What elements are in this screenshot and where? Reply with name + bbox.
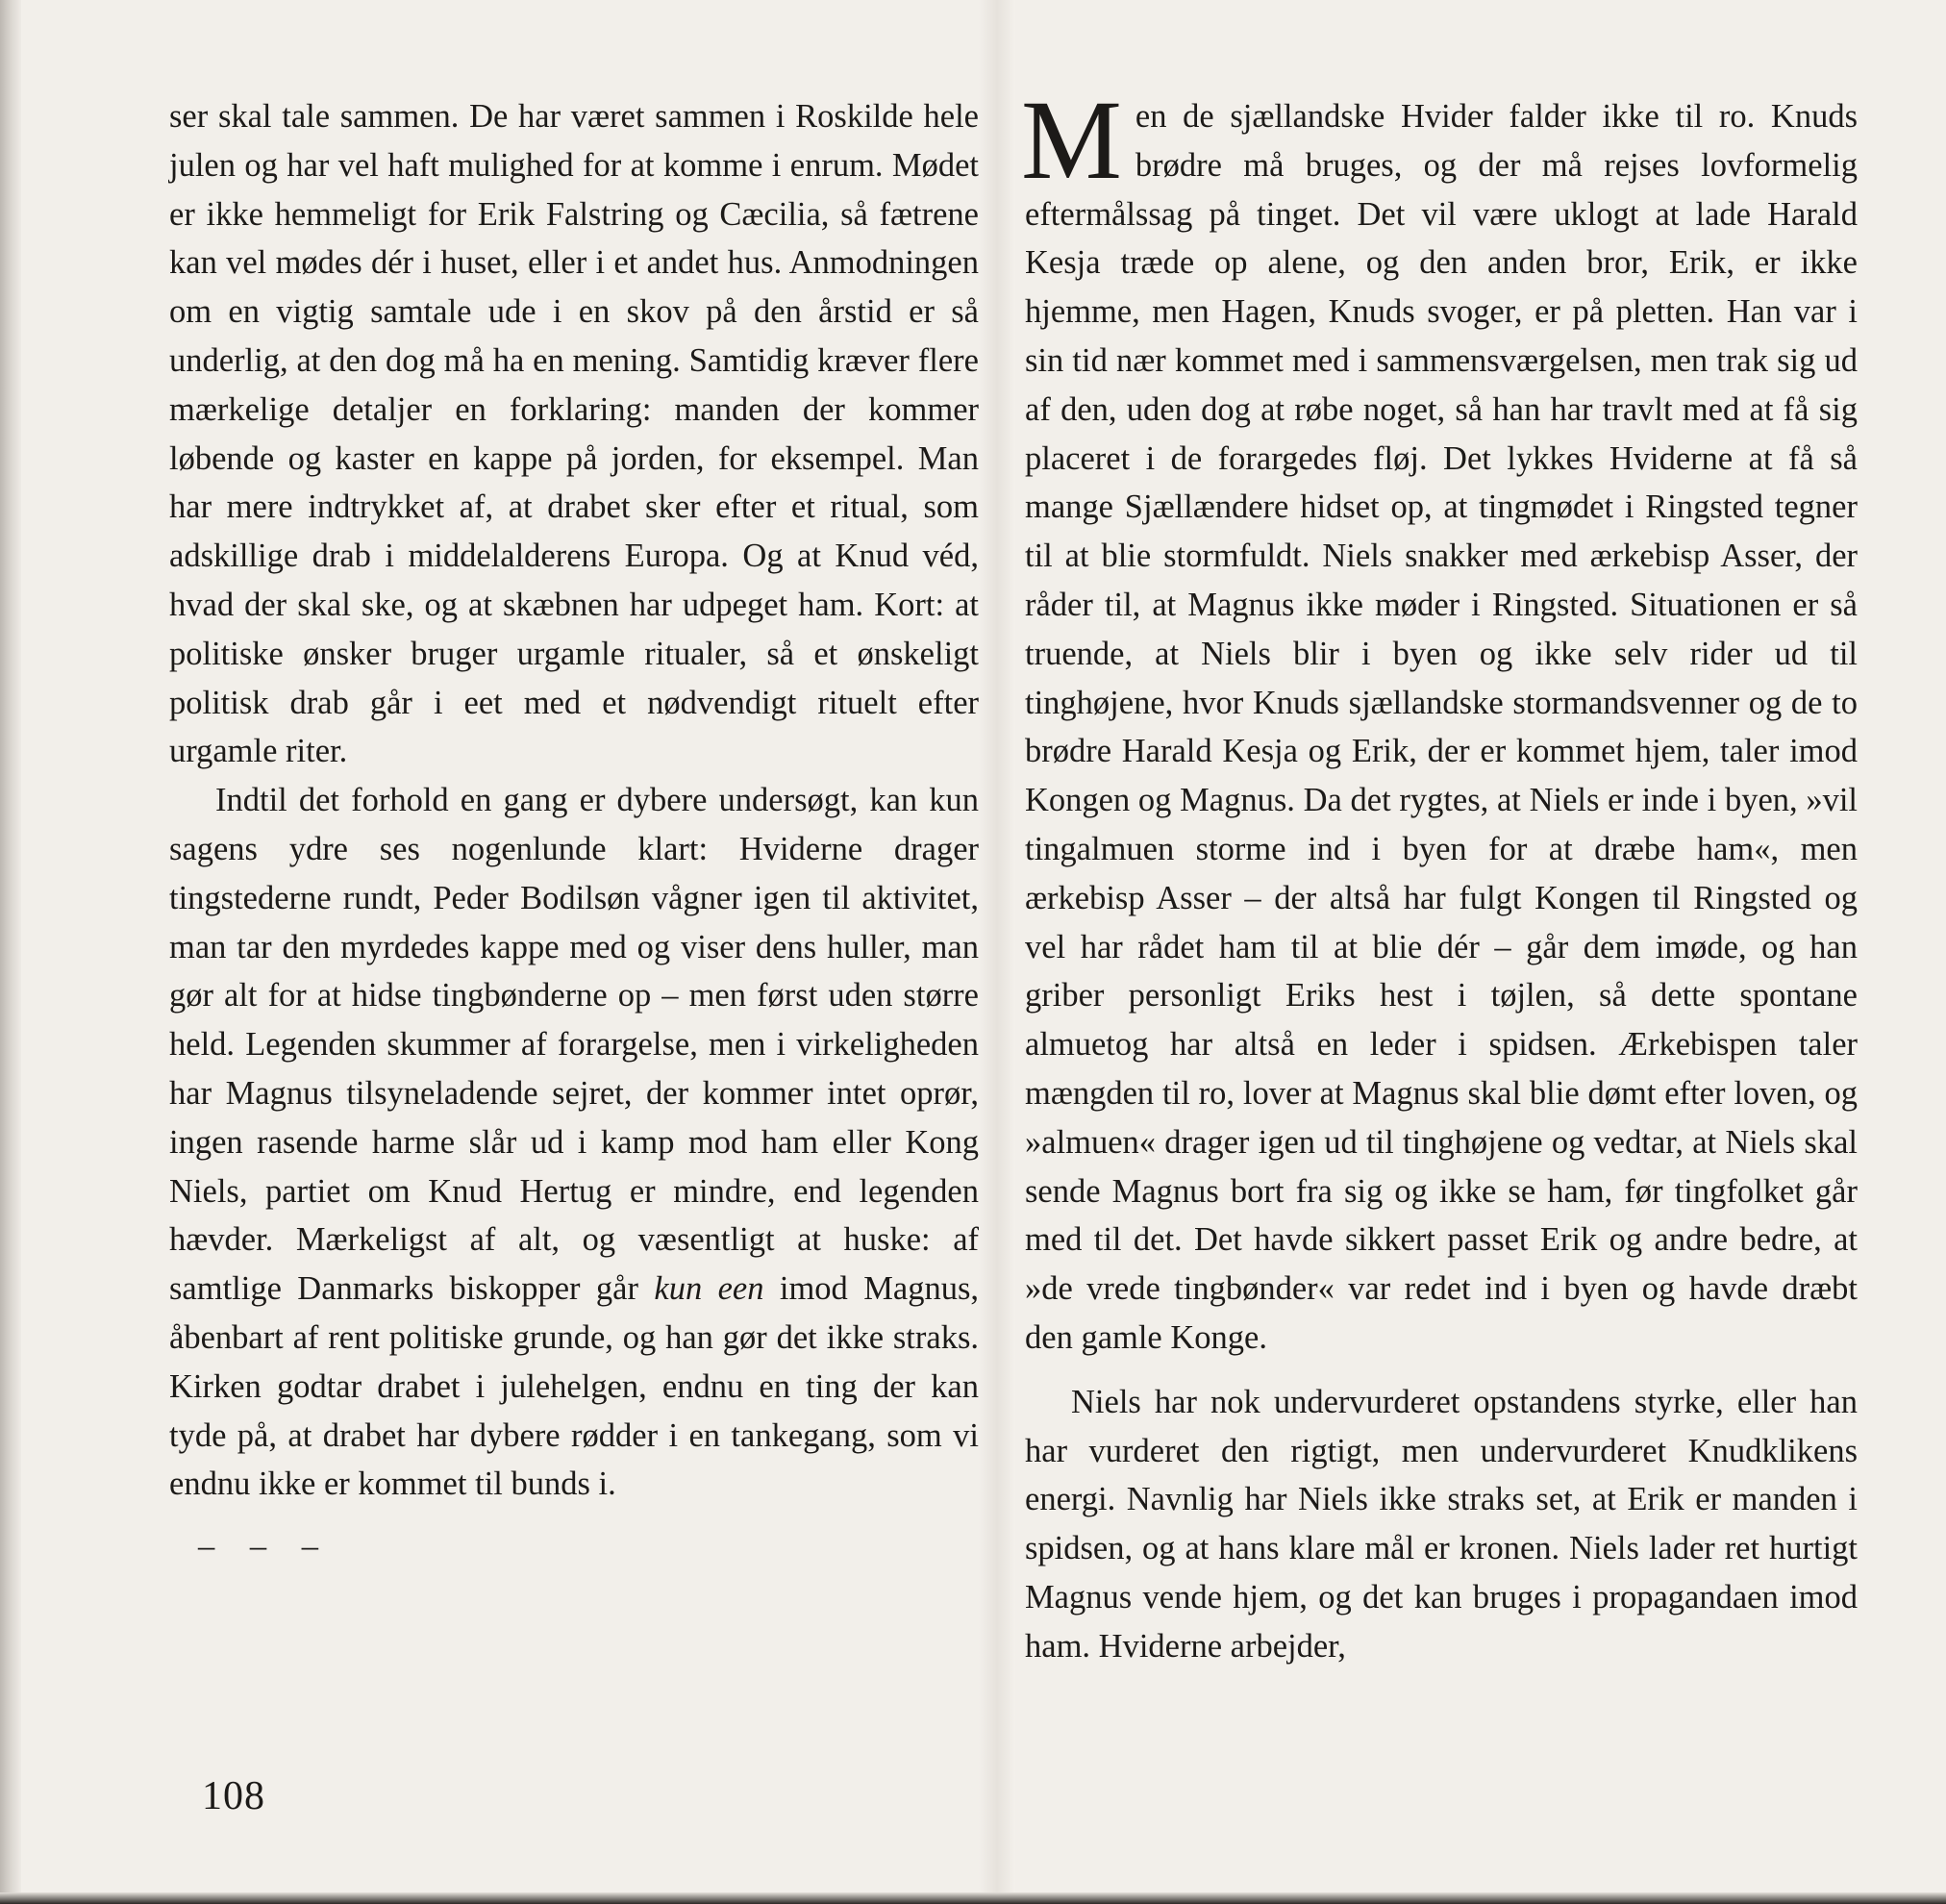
left-paragraph-2-text-a: Indtil det forhold en gang er dybere undersøgt, kan kun sagens ydre ses nogenlunde klart: Hviderne drager tingstederne rundt, Peder Bodilsøn vågner igen til aktivitet, man tar den myrdedes kappe med og viser dens huller, man gør alt for at hidse tingbønderne op – men først uden større held. Legenden skummer af forargelse, men i virkeligheden har Magnus tilsyneladende sejret, der kommer intet oprør, ingen rasende harme slår ud i kamp mod ham eller Kong Niels, partiet om Knud Hertug er mindre, end legenden hævder. Mærkeligst af alt, og væsentligt at huske: af samtlige Danmarks biskopper går: [169, 782, 979, 1308]
right-page-text: [1021, 77, 1858, 1671]
drop-cap: M: [1021, 77, 1122, 203]
emphasis-kun-een: kun een: [654, 1270, 764, 1308]
right-paragraph-2: Niels har nok undervurderet opstandens styrke, eller han har vurderet den rigtigt, men undervurderet Knudklikens energi. Navnlig har Niels ikke straks set, at Erik er manden i spidsen, og at hans klare mål er kronen. Niels lader ret hurtigt Magnus vende hjem, og det kan bruges i propagandaen imod ham. Hviderne arbejder,: [1025, 1383, 1858, 1665]
page-number: 108: [202, 1774, 265, 1818]
section-break: – – –: [198, 1528, 332, 1566]
left-paragraph-1: ser skal tale sammen. De har været sammen i Roskilde hele julen og har vel haft mulighed for at komme i enrum. Mødet er ikke hemmeligt for Erik Falstring og Cæcilia, så fætrene kan vel mødes dér i huset, eller i et andet hus. Anmodningen om en vigtig samtale ude i en skov på den årstid er så underlig, at den dog må ha en mening. Samtidig kræver flere mærkelige detaljer en forklaring: manden der kommer løbende og kaster en kappe på jorden, for eksempel. Man har mere indtrykket af, at drabet sker efter et ritual, som adskillige drab i middelalderens Europa. Og at Knud véd, hvad der skal ske, og at skæbnen har udpeget ham. Kort: at politiske ønsker bruger urgamle ritualer, så et ønskeligt politisk drab går i eet med et nødvendigt rituelt efter urgamle riter.: [169, 98, 979, 770]
book-gutter: [979, 0, 1015, 1904]
left-page-text: [169, 92, 979, 1571]
right-paragraph-1: [1021, 77, 1858, 1363]
left-paragraph-2: [169, 776, 979, 1509]
book-bottom-edge: [0, 1892, 1946, 1904]
book-left-edge: [0, 0, 21, 1904]
left-paragraph-2-text-b: imod Magnus, åbenbart af rent politiske grunde, og han gør det ikke straks. Kirken godtar drabet i julehelgen, endnu en ting der kan tyde på, at drabet har dybere rødder i en tankegang, som vi endnu ikke er kommet til bunds i.: [169, 1270, 979, 1503]
right-paragraph-1-text: en de sjællandske Hvider falder ikke til ro. Knuds brødre må bruges, og der må rejses lovformelig eftermålssag på tinget. Det vil være uklogt at lade Harald Kesja træde op alene, og den anden bror, Erik, er ikke hjemme, men Hagen, Knuds svoger, er på pletten. Han var i sin tid nær kommet med i sammensværgelsen, men trak sig ud af den, uden dog at røbe noget, så han har travlt med at få sig placeret i de forargedes fløj. Det lykkes Hviderne at få så mange Sjællændere hidset op, at tingmødet i Ringsted tegner til at blie stormfuldt. Niels snakker med ærkebisp Asser, der råder til, at Magnus ikke møder i Ringsted. Situationen er så truende, at Niels blir i byen og ikke selv rider ud til tinghøjene, hvor Knuds sjællandske stormandsvenner og de to brødre Harald Kesja og Erik, der er kommet hjem, taler imod Kongen og Magnus. Da det rygtes, at Niels er inde i byen, »vil tingalmuen storme ind i byen for at dræbe ham«, men ærkebisp Asser – der altså har fulgt Kongen til Ringsted og vel har rådet ham til at blie dér – går dem imøde, og han griber personligt Eriks hest i tøjlen, så dette spontane almuetog har altså en leder i spidsen. Ærkebispen taler mængden til ro, lover at Magnus skal blie dømt efter loven, og »almuen« drager igen ud til tinghøjene og vedtar, at Niels skal sende Magnus bort fra sig og ikke se ham, før tingfolket går med til det. Det havde sikkert passet Erik og andre bedre, at »de vrede tingbønder« var redet ind i byen og havde dræbt den gamle Konge.: [1025, 98, 1858, 1356]
